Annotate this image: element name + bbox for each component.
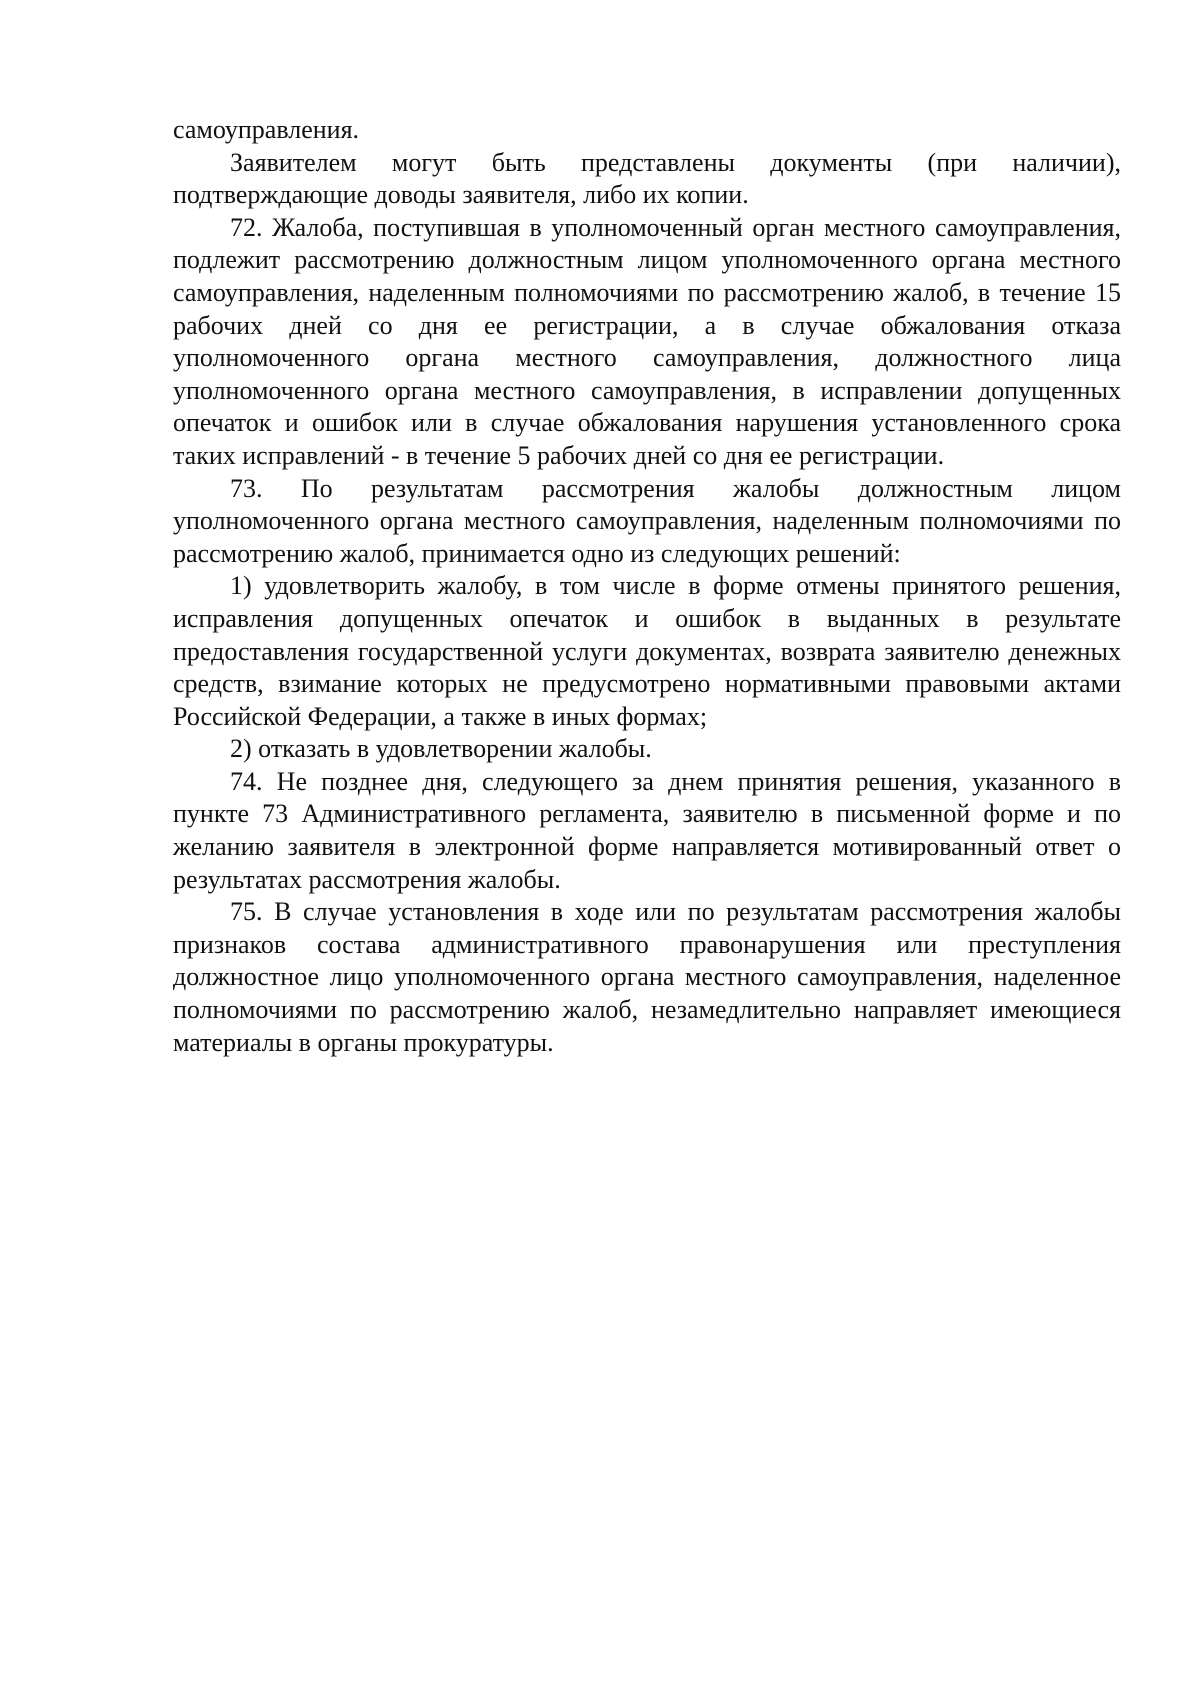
paragraph-decision-2-refuse: 2) отказать в удовлетворении жалобы. bbox=[230, 734, 652, 764]
paragraph-continuation: самоуправления. bbox=[173, 115, 360, 144]
paragraph-72-complaint-review: 72. Жалоба, поступившая в уполномоченный орган местного самоуправления, подлежит рассмотрению должностным лицом уполномоченного органа местного самоуправления, наделенным полномочиями по рассмотрению жалоб, в течение 15 рабочих дней со дня ее регистрации, а в случае обжалования отказа уполномоченного органа местного самоуправления, должностного лица уполномоченного органа местного самоуправления, в исправлении допущенных опечаток и ошибок или в случае обжалования нарушения установленного срока таких исправлений - в течение 5 рабочих дней со дня ее регистрации. bbox=[173, 212, 1121, 470]
paragraph-applicant-documents: Заявителем могут быть представлены документы (при наличии), подтверждающие доводы заявителя, либо их копии. bbox=[173, 147, 1121, 210]
document-body bbox=[173, 114, 1121, 1059]
paragraph-74-response: 74. Не позднее дня, следующего за днем принятия решения, указанного в пункте 73 Административного регламента, заявителю в письменной форме и по желанию заявителя в электронной форме направляется мотивированный ответ о результатах рассмотрения жалобы. bbox=[173, 766, 1121, 894]
paragraph-75-prosecution: 75. В случае установления в ходе или по результатам рассмотрения жалобы признаков состава административного правонарушения или преступления должностное лицо уполномоченного органа местного самоуправления, наделенное полномочиями по рассмотрению жалоб, незамедлительно направляет имеющиеся материалы в органы прокуратуры. bbox=[173, 897, 1121, 1057]
paragraph-decision-1-satisfy: 1) удовлетворить жалобу, в том числе в форме отмены принятого решения, исправления допущенных опечаток и ошибок в выданных в результате предоставления государственной услуги документах, возврата заявителю денежных средств, взимание которых не предусмотрено нормативными правовыми актами Российской Федерации, а также в иных формах; bbox=[173, 571, 1121, 731]
paragraph-73-decisions: 73. По результатам рассмотрения жалобы должностным лицом уполномоченного органа местного самоуправления, наделенным полномочиями по рассмотрению жалоб, принимается одно из следующих решений: bbox=[173, 473, 1121, 568]
